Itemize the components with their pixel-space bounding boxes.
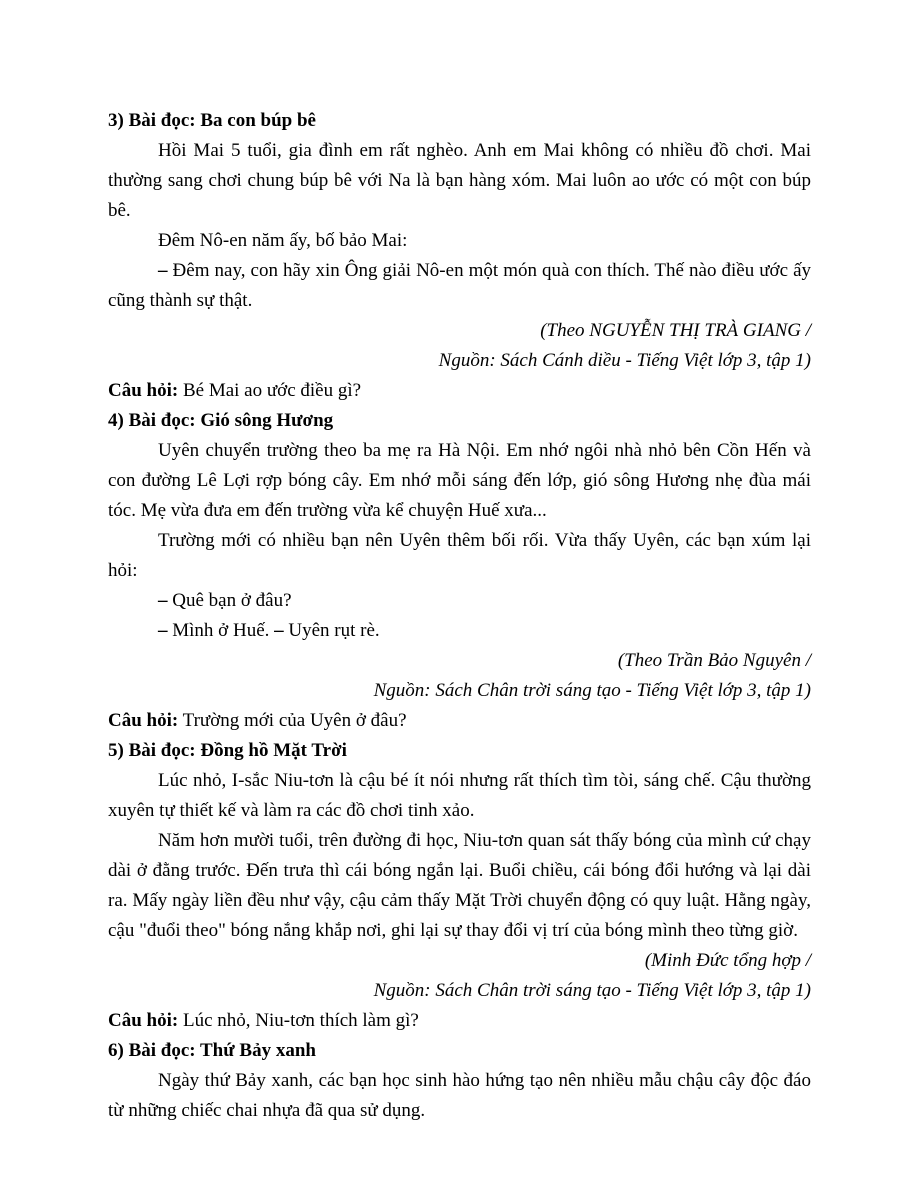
paragraph: Lúc nhỏ, I-sắc Niu-tơn là cậu bé ít nói nhưng rất thích tìm tòi, sáng chế. Cậu thường xuyên tự thiết kế và làm ra các đồ chơi tinh xảo. bbox=[108, 770, 811, 821]
question bbox=[108, 706, 811, 736]
paragraph: Đêm Nô-en năm ấy, bố bảo Mai: bbox=[158, 230, 408, 251]
dialogue-line bbox=[108, 256, 811, 316]
dialogue-dash: – bbox=[158, 590, 168, 611]
dialogue-dash: – bbox=[274, 620, 284, 641]
dialogue-dash: – bbox=[158, 260, 168, 281]
dialogue-line bbox=[108, 586, 811, 616]
paragraph: Ngày thứ Bảy xanh, các bạn học sinh hào hứng tạo nên nhiều mẫu chậu cây độc đáo từ những chiếc chai nhựa đã qua sử dụng. bbox=[108, 1070, 811, 1121]
source-citation: Nguồn: Sách Chân trời sáng tạo - Tiếng Việt lớp 3, tập 1) bbox=[373, 980, 811, 1001]
question-text: Trường mới của Uyên ở đâu? bbox=[178, 710, 407, 731]
question-label: Câu hỏi: bbox=[108, 380, 179, 401]
question-text: Bé Mai ao ước điều gì? bbox=[178, 380, 362, 401]
section-heading: 4) Bài đọc: Gió sông Hương bbox=[108, 410, 334, 431]
reading-section-6 bbox=[108, 1036, 811, 1126]
dialogue-line bbox=[108, 616, 811, 646]
section-heading: 6) Bài đọc: Thứ Bảy xanh bbox=[108, 1040, 316, 1061]
paragraph: Năm hơn mười tuổi, trên đường đi học, Niu-tơn quan sát thấy bóng của mình cứ chạy dài ở đằng trước. Đến trưa thì cái bóng ngắn lại. Buổi chiều, cái bóng đổi hướng và lại dài ra. Mấy ngày liền đều như vậy, cậu cảm thấy Mặt Trời chuyển động có quy luật. Hằng ngày, cậu "đuổi theo" bóng nắng khắp nơi, ghi lại sự thay đổi vị trí của bóng mình theo từng giờ. bbox=[108, 830, 811, 941]
question-label: Câu hỏi: bbox=[108, 1010, 179, 1031]
source-citation: Nguồn: Sách Cánh diều - Tiếng Việt lớp 3, tập 1) bbox=[438, 350, 811, 371]
reading-section-4 bbox=[108, 406, 811, 736]
dialogue-text: Đêm nay, con hãy xin Ông giải Nô-en một món quà con thích. Thế nào điều ước ấy cũng thành sự thật. bbox=[108, 260, 811, 311]
section-heading: 3) Bài đọc: Ba con búp bê bbox=[108, 110, 316, 131]
reading-section-5 bbox=[108, 736, 811, 1036]
paragraph: Trường mới có nhiều bạn nên Uyên thêm bối rối. Vừa thấy Uyên, các bạn xúm lại hỏi: bbox=[108, 530, 811, 581]
paragraph: Uyên chuyển trường theo ba mẹ ra Hà Nội. Em nhớ ngôi nhà nhỏ bên Cồn Hến và con đường Lê Lợi rợp bóng cây. Em nhớ mỗi sáng đến lớp, gió sông Hương nhẹ đùa mái tóc. Mẹ vừa đưa em đến trường vừa kể chuyện Huế xưa... bbox=[108, 440, 811, 521]
dialogue-dash: – bbox=[158, 620, 168, 641]
source-citation: Nguồn: Sách Chân trời sáng tạo - Tiếng Việt lớp 3, tập 1) bbox=[373, 680, 811, 701]
dialogue-text: Quê bạn ở đâu? bbox=[167, 590, 292, 611]
paragraph: Hồi Mai 5 tuổi, gia đình em rất nghèo. Anh em Mai không có nhiều đồ chơi. Mai thường sang chơi chung búp bê với Na là bạn hàng xóm. Mai luôn ao ước có một con búp bê. bbox=[108, 140, 811, 221]
dialogue-text: Uyên rụt rè. bbox=[283, 620, 380, 641]
reading-section-3 bbox=[108, 106, 811, 406]
question bbox=[108, 376, 811, 406]
source-citation: (Theo Trần Bảo Nguyên / bbox=[617, 650, 811, 671]
dialogue-text: Mình ở Huế. bbox=[167, 620, 275, 641]
section-heading: 5) Bài đọc: Đồng hồ Mặt Trời bbox=[108, 740, 347, 761]
source-citation: (Minh Đức tổng hợp / bbox=[644, 950, 811, 971]
question-text: Lúc nhỏ, Niu-tơn thích làm gì? bbox=[178, 1010, 419, 1031]
question-label: Câu hỏi: bbox=[108, 710, 179, 731]
document-page bbox=[108, 106, 811, 1126]
question bbox=[108, 1006, 811, 1036]
source-citation: (Theo NGUYỄN THỊ TRÀ GIANG / bbox=[540, 320, 811, 341]
